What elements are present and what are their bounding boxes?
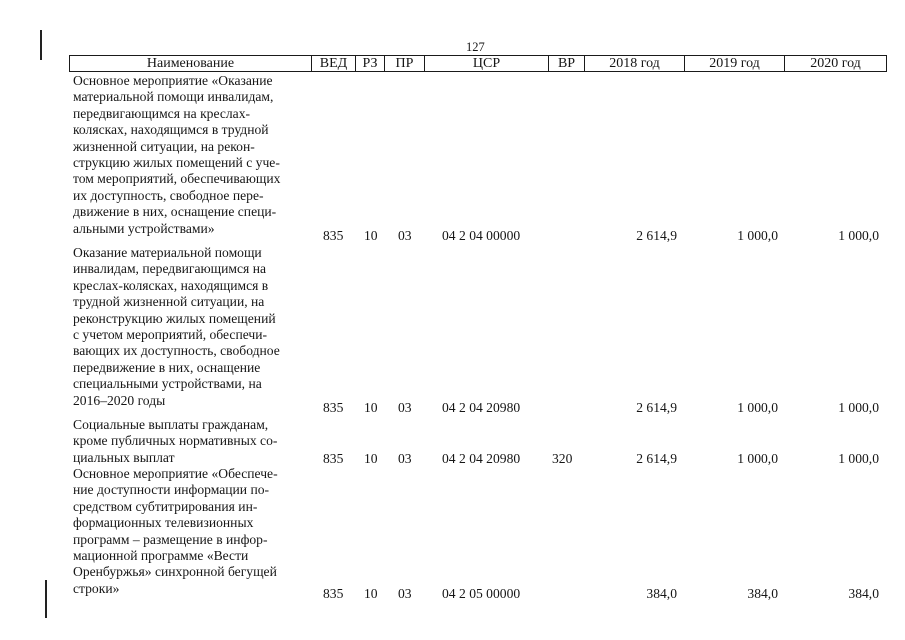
row-2019: 384,0 [747, 586, 778, 601]
row-rz: 10 [364, 451, 378, 466]
row-ved: 835 [323, 586, 344, 601]
row-2018: 2 614,9 [636, 400, 677, 415]
row-2020: 1 000,0 [838, 228, 879, 243]
row-name: Основное мероприятие «Обеспече- ние доступности информации по- средством субтитрирования ин- формационных телевизионных программ – размещение в инфор- мационной программе «Вести Оренбуржья» синхронной бегущей строки» [73, 466, 278, 596]
row-name: Социальные выплаты гражданам, кроме публичных нормативных со- циальных выплат [73, 417, 278, 465]
row-ved: 835 [323, 228, 344, 243]
row-2018: 384,0 [646, 586, 677, 601]
row-2019: 1 000,0 [737, 451, 778, 466]
table-header [69, 55, 887, 72]
row-pr: 03 [398, 400, 412, 415]
row-csr: 04 2 05 00000 [442, 586, 521, 601]
row-rz: 10 [364, 228, 378, 243]
row-2020: 384,0 [848, 586, 879, 601]
row-ved: 835 [323, 400, 344, 415]
header-ved: ВЕД [311, 56, 355, 71]
row-rz: 10 [364, 400, 378, 415]
page-number: 127 [466, 40, 485, 54]
header-pr: ПР [384, 56, 424, 71]
row-2018: 2 614,9 [636, 451, 677, 466]
row-vr: 320 [552, 451, 573, 466]
row-name: Оказание материальной помощи инвалидам, передвигающимся на креслах-колясках, находящимся в трудной жизненной ситуации, на реконструкцию жилых помещений с учетом мероприятий, обеспечи- вающих их доступность, свободное передвижение в них, оснащение специальными устройствами, на 2016–2020 годы [73, 245, 280, 408]
row-2020: 1 000,0 [838, 451, 879, 466]
row-2019: 1 000,0 [737, 400, 778, 415]
row-rz: 10 [364, 586, 378, 601]
scan-artifact-bottom [45, 580, 47, 618]
row-2020: 1 000,0 [838, 400, 879, 415]
header-rz: РЗ [355, 56, 384, 71]
row-2019: 1 000,0 [737, 228, 778, 243]
row-name: Основное мероприятие «Оказание материальной помощи инвалидам, передвигающимся на креслах- колясках, находящимся в трудной жизненной ситуации, на рекон- струкцию жилых помещений с уче- том мероприятий, обеспечивающих их доступность, свободное пере- движение в них, оснащение специ- альными устройствами» [73, 73, 281, 236]
row-pr: 03 [398, 451, 412, 466]
row-csr: 04 2 04 00000 [442, 228, 521, 243]
row-csr: 04 2 04 20980 [442, 400, 521, 415]
header-2019: 2019 год [684, 56, 784, 71]
row-2018: 2 614,9 [636, 228, 677, 243]
scan-artifact-top [40, 30, 42, 60]
header-2020: 2020 год [784, 56, 886, 71]
row-csr: 04 2 04 20980 [442, 451, 521, 466]
header-name: Наименование [146, 56, 235, 71]
row-ved: 835 [323, 451, 344, 466]
row-pr: 03 [398, 228, 412, 243]
row-pr: 03 [398, 586, 412, 601]
header-2018: 2018 год [584, 56, 684, 71]
header-vr: ВР [548, 56, 584, 71]
header-csr: ЦСР [424, 56, 548, 71]
